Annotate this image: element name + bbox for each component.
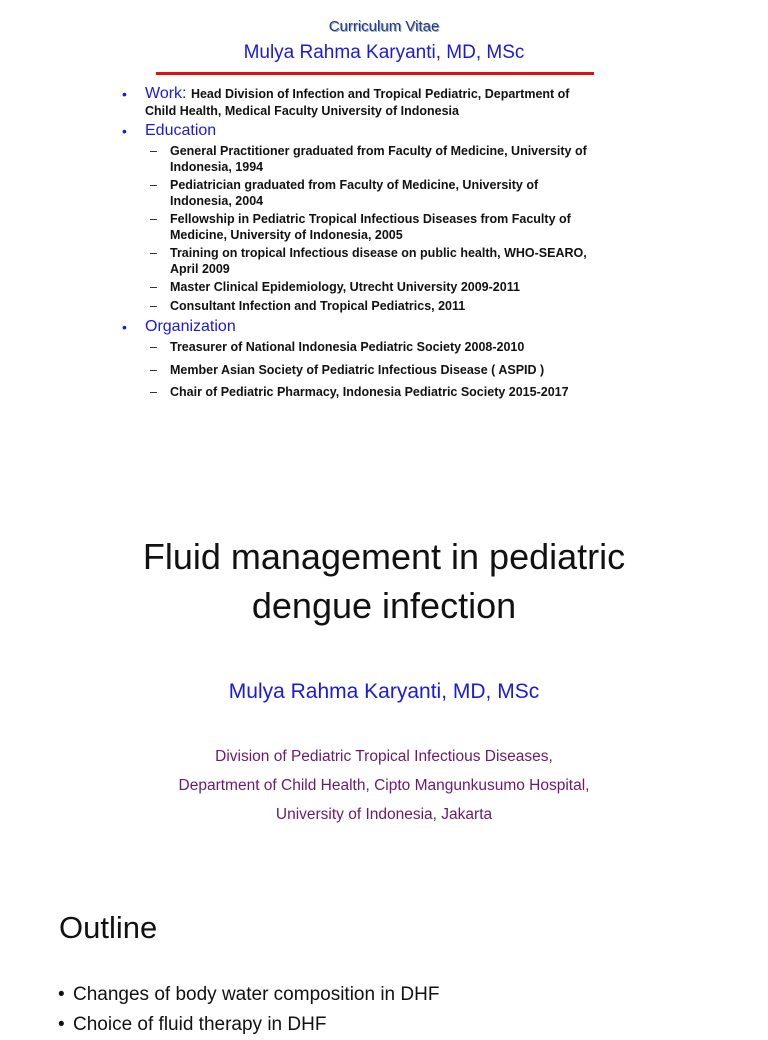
- outline-list: [58, 980, 439, 1040]
- organization-item: – Chair of Pediatric Pharmacy, Indonesia Pediatric Society 2015-2017: [150, 385, 569, 399]
- outline-slide: [0, 880, 768, 1035]
- education-item: – Training on tropical Infectious disease on public health, WHO-SEARO, April 2009: [150, 246, 587, 276]
- dash-icon: –: [150, 385, 157, 399]
- dash-icon: –: [150, 212, 157, 226]
- bullet-icon: •: [58, 984, 65, 1005]
- dash-icon: –: [150, 178, 157, 192]
- organization-item: – Treasurer of National Indonesia Pediatric Society 2008-2010: [150, 340, 525, 354]
- red-divider: [156, 72, 594, 75]
- outline-item: • Choice of fluid therapy in DHF: [58, 1010, 439, 1040]
- cv-organization-section: [122, 317, 652, 337]
- cv-name: Mulya Rahma Karyanti, MD, MSc: [243, 42, 525, 63]
- bullet-icon: •: [122, 86, 127, 102]
- organization-item: – Member Asian Society of Pediatric Infectious Disease ( ASPID ): [150, 362, 545, 377]
- work-label: Work:: [145, 85, 187, 102]
- organization-label: Organization: [145, 318, 236, 335]
- outline-title: Outline: [59, 910, 158, 945]
- bullet-icon: •: [122, 123, 127, 139]
- bullet-icon: •: [58, 1014, 65, 1035]
- education-list: [122, 144, 652, 314]
- cv-slide: [0, 0, 768, 430]
- dash-icon: –: [150, 246, 157, 260]
- work-text-line1: Head Division of Infection and Tropical Pediatric, Department of: [190, 87, 570, 101]
- outline-item: • Changes of body water composition in DHF: [58, 980, 439, 1010]
- cv-title: Curriculum Vitae: [328, 18, 440, 35]
- dash-icon: –: [150, 144, 157, 158]
- dash-icon: –: [150, 340, 157, 354]
- dash-icon: –: [150, 298, 157, 313]
- title-slide: [0, 506, 768, 856]
- cv-work-section: [122, 84, 652, 119]
- author-name: Mulya Rahma Karyanti, MD, MSc: [228, 680, 540, 703]
- dash-icon: –: [150, 362, 157, 377]
- education-label: Education: [145, 122, 217, 139]
- work-text-line2: Child Health, Medical Faculty University of Indonesia: [145, 104, 459, 118]
- education-item: – Master Clinical Epidemiology, Utrecht University 2009-2011: [150, 280, 520, 294]
- education-item: – Consultant Infection and Tropical Pediatrics, 2011: [150, 298, 466, 313]
- presentation-title: Fluid management in pediatric dengue infection: [142, 536, 626, 626]
- affiliation: Division of Pediatric Tropical Infectious Diseases, Department of Child Health, Cipto Mangunkusumo Hospital, University of Indonesia, Jakarta: [178, 748, 590, 823]
- organization-list: [122, 340, 652, 401]
- bullet-icon: •: [122, 319, 127, 335]
- dash-icon: –: [150, 280, 157, 294]
- cv-education-section: [122, 121, 652, 141]
- education-item: – General Practitioner graduated from Faculty of Medicine, University of Indonesia, 1994: [150, 144, 587, 174]
- education-item: – Pediatrician graduated from Faculty of Medicine, University of Indonesia, 2004: [150, 178, 539, 208]
- cv-list: [122, 84, 652, 404]
- education-item: – Fellowship in Pediatric Tropical Infectious Diseases from Faculty of Medicine, University of Indonesia, 2005: [150, 212, 571, 242]
